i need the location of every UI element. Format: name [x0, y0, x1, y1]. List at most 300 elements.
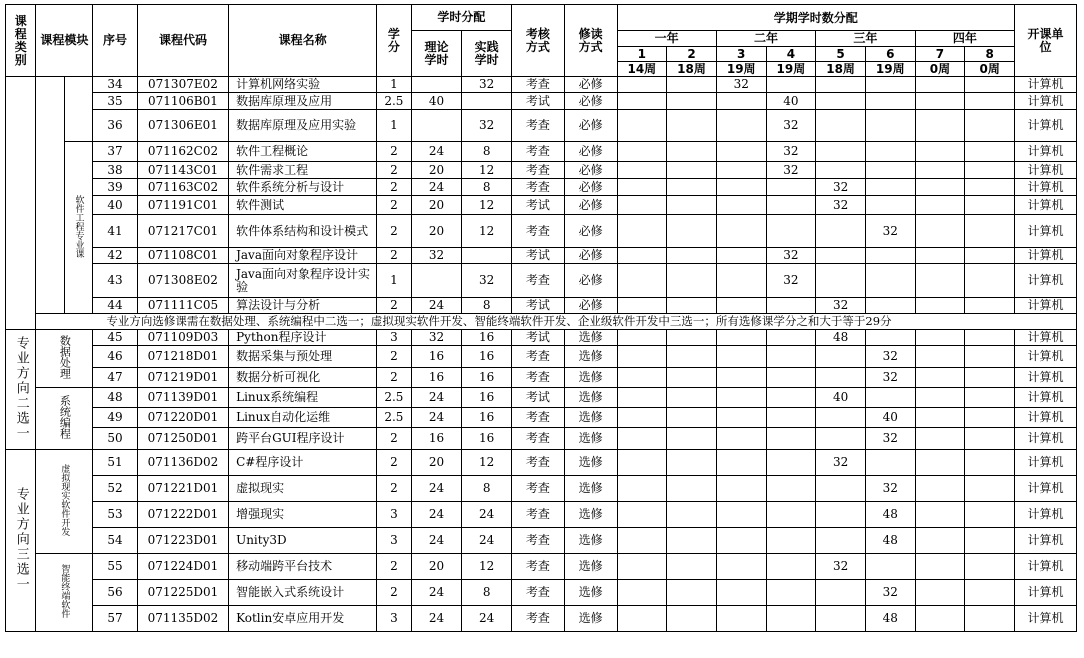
- table-row: [6, 428, 1077, 450]
- cell-semester-4-hours: [766, 346, 816, 368]
- cell-code: 071218D01: [137, 346, 228, 368]
- cell-semester-1-hours: [617, 298, 667, 314]
- cell-dept: 计算机: [1015, 110, 1077, 142]
- cell-study-type: 必修: [564, 248, 617, 264]
- header-category-char: 别: [14, 52, 27, 67]
- cell-code: 071224D01: [137, 554, 228, 580]
- cell-semester-3-hours: [716, 142, 766, 162]
- cell-credit: 2: [377, 428, 411, 450]
- cell-semester-5-hours: 32: [816, 179, 866, 196]
- cell-credit: 1: [377, 110, 411, 142]
- cell-semester-5-hours: 32: [816, 196, 866, 215]
- cell-course-name: 软件需求工程: [229, 162, 377, 179]
- header-theory-line: 学时: [424, 52, 449, 67]
- cell-seq: 43: [93, 264, 138, 298]
- header-category: [6, 5, 36, 77]
- cell-practice-hours: 32: [462, 264, 512, 298]
- cell-semester-3-hours: [716, 368, 766, 388]
- cell-seq: 34: [93, 77, 138, 93]
- cell-semester-3-hours: [716, 554, 766, 580]
- cell-practice-hours: 16: [462, 428, 512, 450]
- cell-study-type: 选修: [564, 428, 617, 450]
- cell-code: 071222D01: [137, 502, 228, 528]
- cell-semester-2-hours: [667, 346, 717, 368]
- cell-semester-6-hours: [865, 142, 915, 162]
- header-category-char: 程: [14, 26, 27, 41]
- cell-semester-5-hours: [816, 502, 866, 528]
- cell-semester-6-hours: [865, 77, 915, 93]
- cell-seq: 37: [93, 142, 138, 162]
- header-credit-line: 学: [387, 26, 400, 41]
- cell-semester-8-hours: [965, 264, 1015, 298]
- cell-semester-7-hours: [915, 264, 965, 298]
- cell-theory-hours: [411, 110, 462, 142]
- cell-semester-8-hours: [965, 450, 1015, 476]
- header-dept: [1015, 5, 1077, 77]
- cell-semester-8-hours: [965, 196, 1015, 215]
- cell-code: 071306E01: [137, 110, 228, 142]
- cell-semester-7-hours: [915, 554, 965, 580]
- cell-study-type: 必修: [564, 298, 617, 314]
- table-row: [6, 77, 1077, 93]
- cell-theory-hours: 24: [411, 298, 462, 314]
- cell-semester-3-hours: [716, 298, 766, 314]
- cell-semester-5-hours: [816, 528, 866, 554]
- cell-course-name: 增强现实: [229, 502, 377, 528]
- cell-course-name: Unity3D: [229, 528, 377, 554]
- cell-practice-hours: 8: [462, 298, 512, 314]
- cell-semester-3-hours: [716, 330, 766, 346]
- cell-credit: 3: [377, 330, 411, 346]
- cell-course-name: 数据库原理及应用: [229, 93, 377, 110]
- cell-credit: 2: [377, 580, 411, 606]
- cell-dept: 计算机: [1015, 77, 1077, 93]
- cell-semester-1-hours: [617, 215, 667, 248]
- cell-semester-7-hours: [915, 110, 965, 142]
- cell-exam-type: 考查: [512, 408, 565, 428]
- header-practice-line: 实践: [474, 39, 499, 54]
- header-year-1: 一年: [617, 31, 716, 47]
- cell-semester-8-hours: [965, 93, 1015, 110]
- module-cell-se: [64, 142, 92, 314]
- cell-practice-hours: 8: [462, 142, 512, 162]
- cell-semester-4-hours: 40: [766, 93, 816, 110]
- header-credit: [377, 5, 411, 77]
- cell-semester-6-hours: [865, 196, 915, 215]
- cell-exam-type: 考查: [512, 346, 565, 368]
- cell-semester-6-hours: 32: [865, 346, 915, 368]
- cell-course-name: 软件体系结构和设计模式: [229, 215, 377, 248]
- elective-note: 专业方向选修课需在数据处理、系统编程中二选一；虚拟现实软件开发、智能终端软件开发、企业级软件开发中三选一；所有选修课学分之和大于等于29分: [36, 314, 1077, 330]
- header-hours: 学时分配: [411, 5, 511, 31]
- cell-semester-2-hours: [667, 450, 717, 476]
- cell-semester-1-hours: [617, 554, 667, 580]
- cell-semester-8-hours: [965, 428, 1015, 450]
- cell-semester-4-hours: 32: [766, 142, 816, 162]
- cell-seq: 41: [93, 215, 138, 248]
- cell-semester-2-hours: [667, 196, 717, 215]
- header-semester-4: 4: [766, 47, 816, 62]
- cell-dept: 计算机: [1015, 554, 1077, 580]
- header-semester-7: 7: [915, 47, 965, 62]
- cell-semester-4-hours: [766, 298, 816, 314]
- cell-study-type: 选修: [564, 388, 617, 408]
- cell-semester-1-hours: [617, 528, 667, 554]
- cell-seq: 53: [93, 502, 138, 528]
- cell-code: 071221D01: [137, 476, 228, 502]
- cell-course-name: 虚拟现实: [229, 476, 377, 502]
- cell-exam-type: 考查: [512, 264, 565, 298]
- cell-semester-8-hours: [965, 606, 1015, 632]
- cell-study-type: 必修: [564, 110, 617, 142]
- header-weeks-3: 19周: [716, 62, 766, 77]
- cell-exam-type: 考查: [512, 368, 565, 388]
- table-body: [6, 77, 1077, 632]
- cell-study-type: 选修: [564, 346, 617, 368]
- header-study: [564, 5, 617, 77]
- cell-semester-4-hours: [766, 606, 816, 632]
- cell-credit: 2.5: [377, 388, 411, 408]
- cell-credit: 1: [377, 77, 411, 93]
- cell-semester-5-hours: 32: [816, 298, 866, 314]
- cell-semester-2-hours: [667, 580, 717, 606]
- table-row: [6, 476, 1077, 502]
- cell-theory-hours: 20: [411, 450, 462, 476]
- cell-semester-6-hours: 32: [865, 368, 915, 388]
- cell-semester-2-hours: [667, 110, 717, 142]
- cell-semester-6-hours: [865, 110, 915, 142]
- cell-semester-2-hours: [667, 606, 717, 632]
- cell-course-name: Python程序设计: [229, 330, 377, 346]
- cell-seq: 46: [93, 346, 138, 368]
- cell-semester-2-hours: [667, 162, 717, 179]
- cell-semester-2-hours: [667, 388, 717, 408]
- header-category-char: 类: [14, 39, 27, 54]
- table-row: [6, 196, 1077, 215]
- header-study-line: 方式: [578, 39, 603, 54]
- cell-semester-3-hours: [716, 428, 766, 450]
- category-cell-upper: [6, 77, 36, 330]
- cell-theory-hours: 24: [411, 142, 462, 162]
- cell-seq: 51: [93, 450, 138, 476]
- cell-seq: 35: [93, 93, 138, 110]
- category-cell-direction2: [6, 330, 36, 450]
- module-outer-cell-upper: [36, 77, 64, 314]
- cell-practice-hours: 16: [462, 408, 512, 428]
- cell-semester-7-hours: [915, 428, 965, 450]
- cell-semester-4-hours: [766, 528, 816, 554]
- header-exam-line: 考核: [525, 26, 550, 41]
- cell-code: 071223D01: [137, 528, 228, 554]
- cell-semester-1-hours: [617, 93, 667, 110]
- cell-semester-8-hours: [965, 368, 1015, 388]
- header-semester-1: 1: [617, 47, 667, 62]
- cell-semester-8-hours: [965, 502, 1015, 528]
- cell-semester-5-hours: [816, 346, 866, 368]
- header-practice: [462, 31, 512, 77]
- cell-semester-6-hours: [865, 264, 915, 298]
- cell-course-name: Java面向对象程序设计实验: [229, 264, 377, 298]
- vr-dev-label: 虚拟现实软件开发: [59, 464, 70, 536]
- cell-code: 071135D02: [137, 606, 228, 632]
- header-semester-8: 8: [965, 47, 1015, 62]
- cell-semester-1-hours: [617, 580, 667, 606]
- cell-semester-6-hours: 32: [865, 476, 915, 502]
- header-year-2: 二年: [716, 31, 815, 47]
- smart-terminal-label: 智能终端软件: [59, 564, 70, 618]
- cell-semester-8-hours: [965, 110, 1015, 142]
- cell-dept: 计算机: [1015, 368, 1077, 388]
- cell-semester-3-hours: [716, 93, 766, 110]
- header-weeks-1: 14周: [617, 62, 667, 77]
- cell-seq: 40: [93, 196, 138, 215]
- table-row: [6, 528, 1077, 554]
- cell-semester-5-hours: [816, 162, 866, 179]
- table-row: [6, 298, 1077, 314]
- cell-semester-6-hours: 48: [865, 606, 915, 632]
- cell-semester-2-hours: [667, 142, 717, 162]
- cell-semester-2-hours: [667, 248, 717, 264]
- cell-theory-hours: 24: [411, 580, 462, 606]
- cell-credit: 3: [377, 502, 411, 528]
- header-semester-3: 3: [716, 47, 766, 62]
- cell-code: 071106B01: [137, 93, 228, 110]
- table-row: [6, 215, 1077, 248]
- cell-study-type: 选修: [564, 330, 617, 346]
- cell-practice-hours: 32: [462, 110, 512, 142]
- cell-study-type: 选修: [564, 408, 617, 428]
- cell-dept: 计算机: [1015, 388, 1077, 408]
- cell-course-name: Linux系统编程: [229, 388, 377, 408]
- cell-semester-7-hours: [915, 346, 965, 368]
- cell-exam-type: 考查: [512, 528, 565, 554]
- table-row: [6, 388, 1077, 408]
- cell-practice-hours: 12: [462, 196, 512, 215]
- header-weeks-8: 0周: [965, 62, 1015, 77]
- cell-code: 071111C05: [137, 298, 228, 314]
- cell-semester-2-hours: [667, 408, 717, 428]
- cell-study-type: 选修: [564, 554, 617, 580]
- cell-semester-7-hours: [915, 368, 965, 388]
- header-semester-dist-label: 学期学时数分配: [773, 10, 858, 25]
- cell-study-type: 必修: [564, 93, 617, 110]
- cell-semester-2-hours: [667, 264, 717, 298]
- cell-practice-hours: 16: [462, 330, 512, 346]
- cell-theory-hours: 20: [411, 215, 462, 248]
- cell-practice-hours: 8: [462, 580, 512, 606]
- curriculum-table: [5, 4, 1077, 632]
- cell-semester-6-hours: 32: [865, 215, 915, 248]
- cell-code: 071109D03: [137, 330, 228, 346]
- module-cell-system-prog: [36, 388, 93, 450]
- cell-credit: 2: [377, 476, 411, 502]
- header-seq: 序号: [93, 5, 138, 77]
- cell-code: 071220D01: [137, 408, 228, 428]
- cell-semester-6-hours: [865, 388, 915, 408]
- cell-dept: 计算机: [1015, 298, 1077, 314]
- cell-code: 071163C02: [137, 179, 228, 196]
- cell-semester-7-hours: [915, 93, 965, 110]
- header-weeks-6: 19周: [865, 62, 915, 77]
- cell-semester-7-hours: [915, 388, 965, 408]
- cell-practice-hours: 8: [462, 179, 512, 196]
- cell-semester-3-hours: [716, 179, 766, 196]
- cell-semester-7-hours: [915, 330, 965, 346]
- cell-theory-hours: 20: [411, 196, 462, 215]
- cell-exam-type: 考试: [512, 248, 565, 264]
- header-credit-line: 分: [387, 39, 400, 54]
- table-row: [6, 502, 1077, 528]
- cell-semester-8-hours: [965, 476, 1015, 502]
- cell-theory-hours: [411, 77, 462, 93]
- cell-dept: 计算机: [1015, 502, 1077, 528]
- table-header: [6, 5, 1077, 77]
- header-dept-line: 位: [1039, 39, 1052, 54]
- cell-semester-4-hours: 32: [766, 264, 816, 298]
- cell-practice-hours: 12: [462, 554, 512, 580]
- cell-credit: 3: [377, 606, 411, 632]
- cell-credit: 2: [377, 346, 411, 368]
- cell-practice-hours: 24: [462, 606, 512, 632]
- header-exam: [512, 5, 565, 77]
- cell-exam-type: 考试: [512, 196, 565, 215]
- header-module: 课程模块: [36, 5, 93, 77]
- cell-exam-type: 考试: [512, 298, 565, 314]
- cell-semester-7-hours: [915, 179, 965, 196]
- cell-practice-hours: 12: [462, 215, 512, 248]
- cell-semester-2-hours: [667, 298, 717, 314]
- header-study-line: 修读: [578, 26, 603, 41]
- module-cell-smart-terminal: [36, 554, 93, 632]
- cell-semester-5-hours: 48: [816, 330, 866, 346]
- cell-exam-type: 考试: [512, 330, 565, 346]
- cell-semester-4-hours: [766, 179, 816, 196]
- cell-semester-3-hours: [716, 196, 766, 215]
- cell-semester-6-hours: 48: [865, 528, 915, 554]
- cell-exam-type: 考查: [512, 476, 565, 502]
- cell-dept: 计算机: [1015, 580, 1077, 606]
- table-row: [6, 142, 1077, 162]
- cell-practice-hours: [462, 93, 512, 110]
- cell-semester-8-hours: [965, 388, 1015, 408]
- cell-exam-type: 考试: [512, 388, 565, 408]
- cell-semester-1-hours: [617, 162, 667, 179]
- cell-practice-hours: 16: [462, 388, 512, 408]
- cell-semester-5-hours: [816, 264, 866, 298]
- cell-semester-7-hours: [915, 298, 965, 314]
- cell-seq: 38: [93, 162, 138, 179]
- cell-seq: 49: [93, 408, 138, 428]
- cell-credit: 2: [377, 215, 411, 248]
- cell-practice-hours: 12: [462, 162, 512, 179]
- cell-study-type: 必修: [564, 77, 617, 93]
- cell-semester-4-hours: [766, 408, 816, 428]
- cell-semester-4-hours: 32: [766, 248, 816, 264]
- cell-course-name: 智能嵌入式系统设计: [229, 580, 377, 606]
- cell-theory-hours: 24: [411, 528, 462, 554]
- cell-semester-8-hours: [965, 142, 1015, 162]
- cell-semester-8-hours: [965, 330, 1015, 346]
- cell-semester-1-hours: [617, 502, 667, 528]
- cell-semester-5-hours: [816, 476, 866, 502]
- header-weeks-5: 18周: [816, 62, 866, 77]
- header-theory: [411, 31, 462, 77]
- cell-seq: 56: [93, 580, 138, 606]
- cell-semester-4-hours: [766, 450, 816, 476]
- cell-semester-5-hours: [816, 428, 866, 450]
- cell-credit: 3: [377, 528, 411, 554]
- cell-seq: 47: [93, 368, 138, 388]
- cell-exam-type: 考查: [512, 142, 565, 162]
- table-row: [6, 330, 1077, 346]
- cell-exam-type: 考查: [512, 580, 565, 606]
- cell-semester-4-hours: [766, 368, 816, 388]
- cell-dept: 计算机: [1015, 142, 1077, 162]
- cell-semester-2-hours: [667, 215, 717, 248]
- cell-seq: 39: [93, 179, 138, 196]
- cell-credit: 2: [377, 554, 411, 580]
- cell-course-name: Kotlin安卓应用开发: [229, 606, 377, 632]
- cell-theory-hours: 32: [411, 248, 462, 264]
- cell-semester-6-hours: [865, 330, 915, 346]
- cell-code: 071139D01: [137, 388, 228, 408]
- cell-semester-2-hours: [667, 179, 717, 196]
- table-row: [6, 408, 1077, 428]
- cell-credit: 2: [377, 248, 411, 264]
- cell-semester-3-hours: [716, 528, 766, 554]
- cell-dept: 计算机: [1015, 330, 1077, 346]
- module-cell-vr-dev: [36, 450, 93, 554]
- header-weeks-7: 0周: [915, 62, 965, 77]
- cell-semester-2-hours: [667, 330, 717, 346]
- direction2-label: 专业方向二选一: [13, 335, 29, 441]
- cell-dept: 计算机: [1015, 476, 1077, 502]
- cell-semester-3-hours: [716, 502, 766, 528]
- cell-course-name: 软件工程概论: [229, 142, 377, 162]
- cell-semester-6-hours: [865, 93, 915, 110]
- cell-semester-1-hours: [617, 606, 667, 632]
- cell-semester-2-hours: [667, 476, 717, 502]
- cell-exam-type: 考查: [512, 162, 565, 179]
- cell-semester-8-hours: [965, 179, 1015, 196]
- cell-semester-6-hours: [865, 298, 915, 314]
- cell-seq: 44: [93, 298, 138, 314]
- cell-semester-5-hours: 40: [816, 388, 866, 408]
- table-row: [6, 179, 1077, 196]
- header-category-char: 课: [14, 13, 27, 28]
- cell-exam-type: 考查: [512, 554, 565, 580]
- cell-code: 071136D02: [137, 450, 228, 476]
- cell-semester-3-hours: [716, 346, 766, 368]
- cell-semester-7-hours: [915, 77, 965, 93]
- cell-semester-4-hours: [766, 330, 816, 346]
- cell-seq: 42: [93, 248, 138, 264]
- cell-semester-1-hours: [617, 388, 667, 408]
- cell-semester-2-hours: [667, 93, 717, 110]
- table-row: [6, 93, 1077, 110]
- cell-code: 071162C02: [137, 142, 228, 162]
- header-year-3: 三年: [816, 31, 915, 47]
- cell-credit: 2: [377, 368, 411, 388]
- cell-study-type: 选修: [564, 502, 617, 528]
- cell-semester-6-hours: 48: [865, 502, 915, 528]
- cell-semester-5-hours: [816, 606, 866, 632]
- cell-semester-7-hours: [915, 248, 965, 264]
- cell-semester-5-hours: [816, 368, 866, 388]
- cell-semester-1-hours: [617, 248, 667, 264]
- cell-semester-1-hours: [617, 330, 667, 346]
- header-semester-5: 5: [816, 47, 866, 62]
